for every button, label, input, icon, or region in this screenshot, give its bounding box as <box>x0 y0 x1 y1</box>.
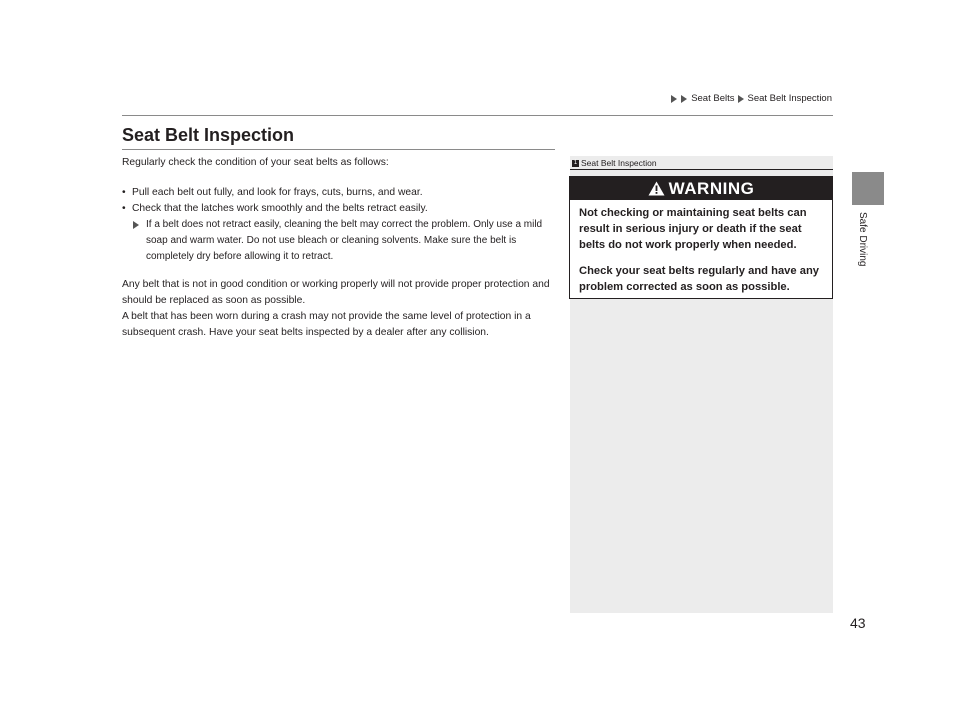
arrow-icon <box>133 221 139 229</box>
page-number: 43 <box>850 615 866 631</box>
paragraph: A belt that has been worn during a crash may not provide the same level of protection in a subsequent crash. Have your seat belts inspected by a dealer after any collision. <box>122 311 531 338</box>
header-divider <box>122 115 833 116</box>
breadcrumb-arrow-icon <box>681 95 687 103</box>
main-content <box>122 155 555 341</box>
sub-note <box>132 217 555 265</box>
reference-number-icon: 1 <box>573 159 578 166</box>
section-tab <box>852 172 884 205</box>
breadcrumb-arrow-icon <box>738 95 744 103</box>
breadcrumb-item[interactable]: Seat Belts <box>691 93 735 104</box>
intro-text: Regularly check the condition of your seat belts as follows: <box>122 157 389 168</box>
sidebar-divider <box>570 169 833 170</box>
breadcrumb-item-current[interactable]: Seat Belt Inspection <box>747 93 832 104</box>
bullet-item: • Pull each belt out fully, and look for frays, cuts, burns, and wear. <box>122 185 555 201</box>
title-divider <box>122 149 555 150</box>
warning-box <box>569 176 833 299</box>
warning-triangle-icon <box>648 181 665 196</box>
sidebar-heading-text: Seat Belt Inspection <box>581 158 657 168</box>
breadcrumb <box>671 93 832 104</box>
bullet-item: • Check that the latches work smoothly and the belts retract easily. <box>122 201 555 217</box>
sidebar-heading <box>572 158 657 168</box>
warning-title: WARNING <box>668 178 755 198</box>
warning-text: Not checking or maintaining seat belts can result in serious injury or death if the seat belts do not work properly when needed. <box>579 207 807 251</box>
page-title: Seat Belt Inspection <box>122 125 295 145</box>
warning-header <box>570 177 832 200</box>
section-label: Safe Driving <box>857 212 868 267</box>
warning-body <box>570 200 832 295</box>
paragraph: Any belt that is not in good condition or working properly will not provide proper protection and should be replaced as soon as possible. <box>122 279 550 306</box>
sub-note-text: If a belt does not retract easily, cleaning the belt may correct the problem. Only use a mild soap and warm water. Do not use bleach or cleaning solvents. Make sure the belt is completely dry before allowing it to retract. <box>146 219 543 262</box>
breadcrumb-arrow-icon <box>671 95 677 103</box>
warning-text: Check your seat belts regularly and have any problem corrected as soon as possible. <box>579 265 820 293</box>
